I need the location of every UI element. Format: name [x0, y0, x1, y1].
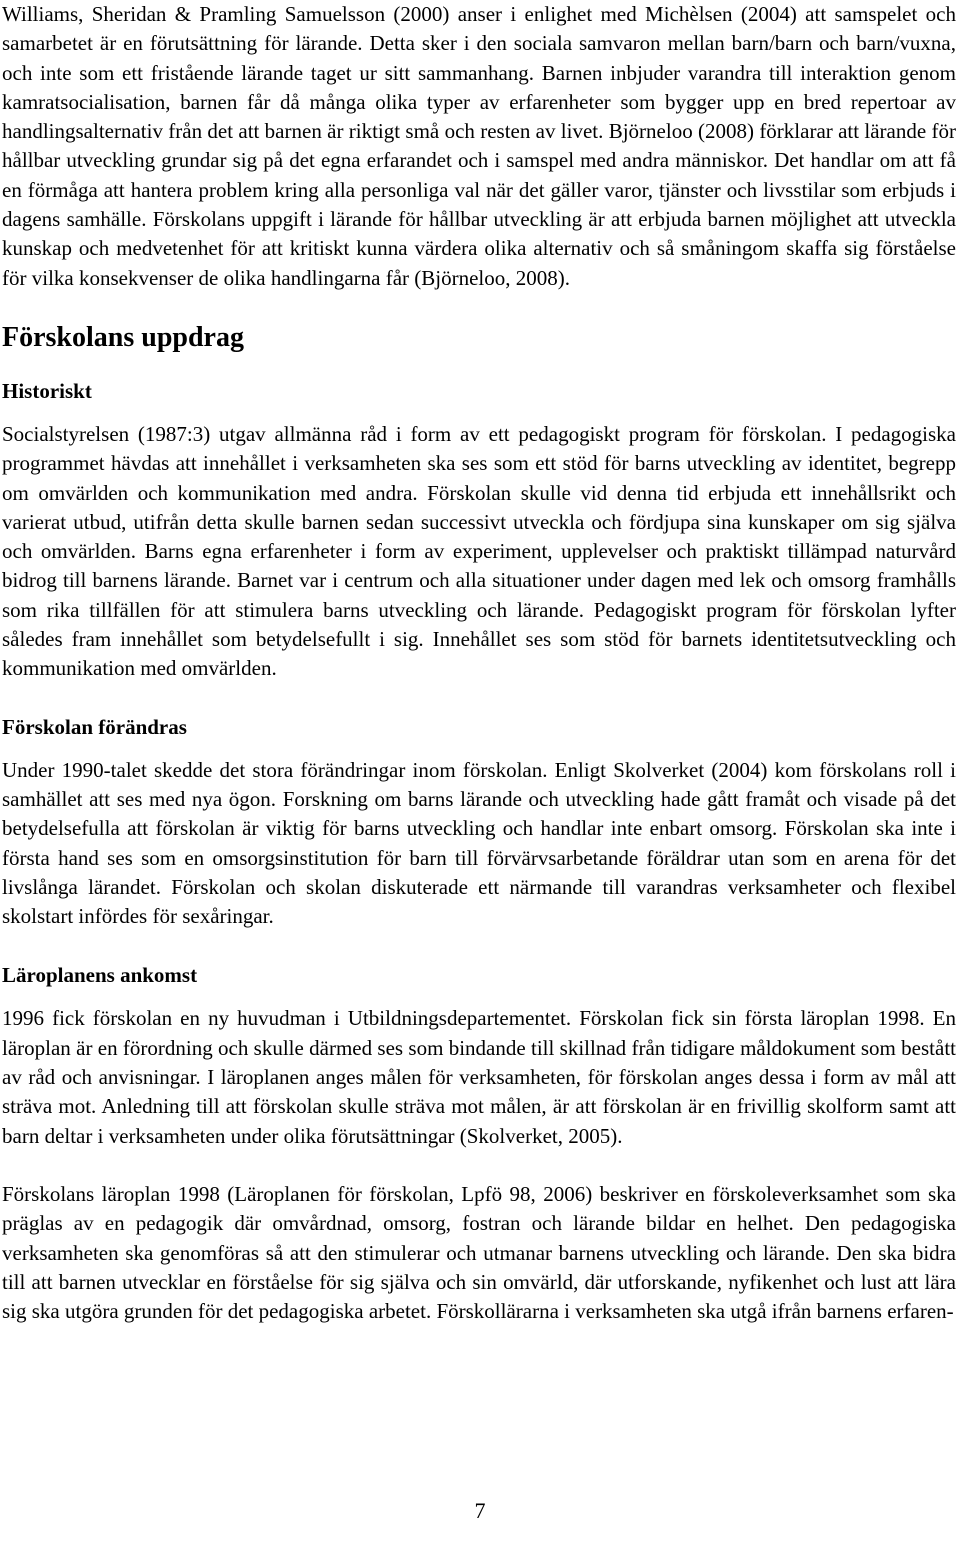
page-number: 7 [474, 1498, 486, 1523]
subsection-heading-forskolan-forandras: Förskolan förändras [2, 714, 187, 739]
paragraph-lpfo-98: Förskolans läroplan 1998 (Läroplanen för förskolan, Lpfö 98, 2006) beskriver en förskoleverksamhet som ska präglas av en pedagogik där omvårdnad, omsorg, fostran och lärande bildar en helhet. Den pedagogiska verksamheten ska genomföras så att den stimulerar och utmanar barnens utveckling och lärande. Den ska bidra till att barnen utvecklar en förståelse för sig själva och sin omvärld, där utforskande, nyfikenhet och lust att lära sig ska utgöra grunden för det pedagogiska arbetet. Förskollärarna i verksamheten ska utgå ifrån barnens erfaren- [2, 1181, 956, 1324]
subsection-heading-historiskt: Historiskt [2, 378, 92, 403]
paragraph-historiskt: Socialstyrelsen (1987:3) utgav allmänna råd i form av ett pedagogiskt program för förskolan. I pedagogiska programmet hävdas att innehållet i verksamheten ska ses som ett stöd för barns utveckling av identitet, begrepp om omvärlden och kommunikation med andra. Förskolan skulle vid denna tid erbjuda ett innehållsrikt och varierat utbud, utifrån detta skulle barnen sedan successivt utveckla och fördjupa sina kunskaper om sig själva och omvärlden. Barns egna erfarenheter i form av experiment, upplevelser och praktiskt tillämpad naturvård bidrog till barnens lärande. Barnet var i centrum och alla situationer under dagen med lek och omsorg framhålls som rika tillfällen för att stimulera barns utveckling och lärande. Pedagogiskt program för förskolan lyfter således fram innehållet som betydelsefullt i sig. Innehållet ses som stöd för barnets identitetsutveckling och kommunikation med omvärlden. [2, 421, 956, 681]
paragraph-laroplanens-ankomst: 1996 fick förskolan en ny huvudman i Utbildningsdepartementet. Förskolan fick sin första läroplan 1998. En läroplan är en förordning och skulle därmed ses som bindande till skillnad från tidigare måldokument som bestått av råd och anvisningar. I läroplanen anges målen för verksamheten, för förskolan anges dessa i form av mål att sträva mot. Anledning till att förskolan skulle sträva mot målen, är att förskolan är en frivillig skolform samt att barn deltar i verksamheten under olika förutsättningar (Skolverket, 2005). [2, 1006, 956, 1148]
document-page [2, 0, 956, 1326]
intro-paragraph: Williams, Sheridan & Pramling Samuelsson (2000) anser i enlighet med Michèlsen (2004) att samspelet och samarbetet är en förutsättning för lärande. Detta sker i den sociala samvaron mellan barn/barn och barn/vuxna, och inte som ett fristående lärande taget ur sitt sammanhang. Barnen inbjuder varandra till interaktion genom kamratsocialisation, barnen får då många olika typer av erfarenheter som bygger upp en bred repertoar av handlingsalternativ från det att barnen är riktigt små och resten av livet. Björneloo (2008) förklarar att lärande för hållbar utveckling grundar sig på det egna erfarandet och i samspel med andra människor. Det handlar om att få en förmåga att hantera problem kring alla personliga val när det gäller varor, tjänster och livsstilar som erbjuds i dagens samhälle. Förskolans uppgift i lärande för hållbar utveckling är att erbjuda barnen möjlighet att utveckla kunskap och medvetenhet för att kritiskt kunna värdera olika alternativ och så småningom skaffa sig förståelse för vilka konsekvenser de olika handlingarna får (Björneloo, 2008). [2, 2, 956, 290]
section-heading: Förskolans uppdrag [2, 321, 244, 353]
paragraph-forskolan-forandras: Under 1990-talet skedde det stora förändringar inom förskolan. Enligt Skolverket (2004) kom förskolans roll i samhället att ses med nya ögon. Forskning om barns lärande och utveckling hade gått framåt och visade på det betydelsefulla att förskolan är viktig för barns utveckling och handlar inte enbart omsorg. Förskolan ska inte i första hand ses som en omsorgsinstitution för barn till förvärvsarbetande föräldrar utan som en arena för det livslånga lärandet. Förskolan och skolan diskuterade ett närmande till varandras verksamheter och flexibel skolstart infördes för sexåringar. [2, 757, 956, 929]
subsection-heading-laroplanens-ankomst: Läroplanens ankomst [2, 963, 198, 988]
